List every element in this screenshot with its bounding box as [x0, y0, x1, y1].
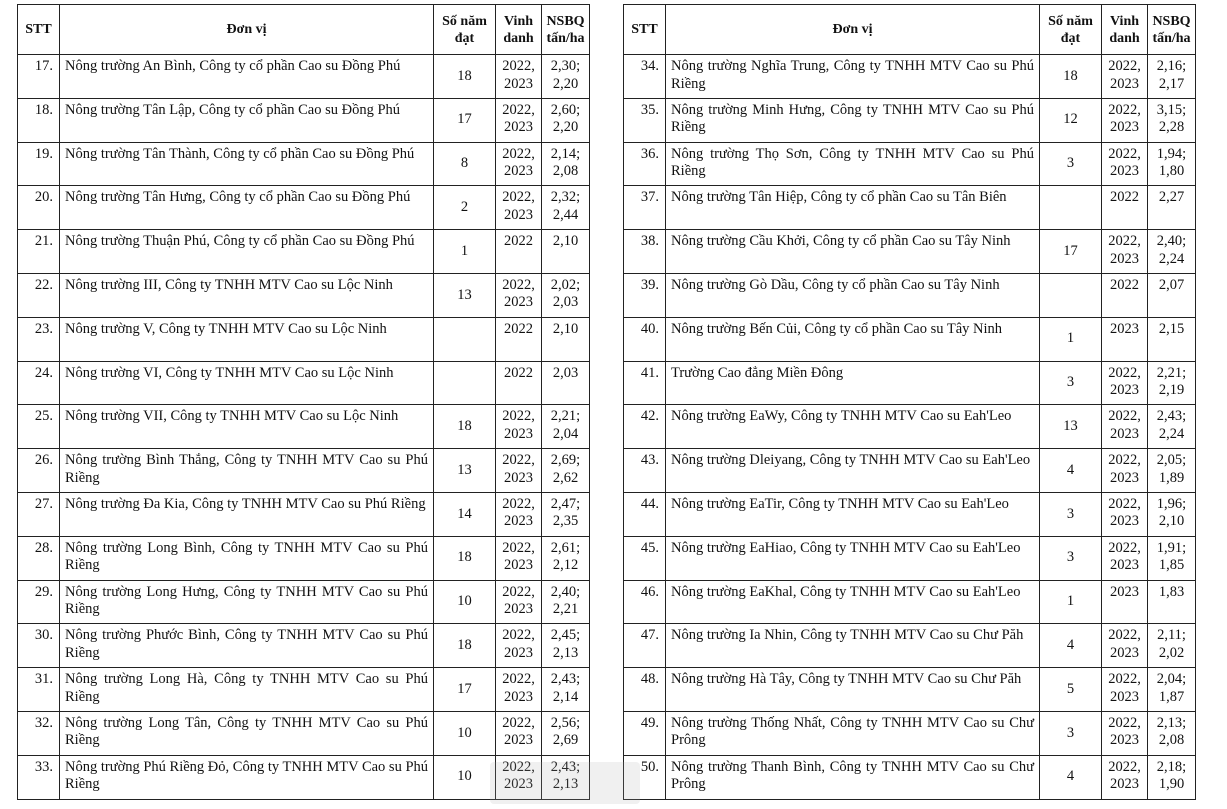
years-achieved: 3	[1040, 361, 1102, 405]
honored-years: 2022	[1102, 186, 1148, 230]
right-table-body	[624, 55, 1196, 800]
header-yield: NSBQ tấn/ha	[1148, 5, 1196, 55]
unit-name: Nông trường Nghĩa Trung, Công ty TNHH MTV Cao su Phú Riềng	[666, 55, 1040, 99]
header-unit: Đơn vị	[666, 5, 1040, 55]
row-number: 26.	[18, 449, 60, 493]
years-achieved: 17	[434, 668, 496, 712]
unit-name: Nông trường Tân Hưng, Công ty cổ phần Cao su Đồng Phú	[60, 186, 434, 230]
honored-years: 2022, 2023	[496, 273, 542, 317]
header-stt: STT	[18, 5, 60, 55]
honored-years: 2022, 2023	[496, 55, 542, 99]
honored-years: 2022, 2023	[496, 711, 542, 755]
honored-years: 2022, 2023	[1102, 711, 1148, 755]
table-row	[624, 492, 1196, 536]
unit-name: Nông trường Dleiyang, Công ty TNHH MTV Cao su Eah'Leo	[666, 449, 1040, 493]
unit-name: Nông trường Gò Dầu, Công ty cổ phần Cao su Tây Ninh	[666, 273, 1040, 317]
average-yield: 2,69; 2,62	[542, 449, 590, 493]
years-achieved: 14	[434, 492, 496, 536]
honored-years: 2022, 2023	[1102, 361, 1148, 405]
header-wins: Vinh danh	[496, 5, 542, 55]
unit-name: Nông trường Cầu Khởi, Công ty cổ phần Cao su Tây Ninh	[666, 230, 1040, 274]
unit-name: Nông trường EaHiao, Công ty TNHH MTV Cao su Eah'Leo	[666, 536, 1040, 580]
table-row	[624, 755, 1196, 799]
years-achieved: 18	[434, 55, 496, 99]
row-number: 22.	[18, 273, 60, 317]
honored-years: 2022, 2023	[496, 755, 542, 799]
average-yield: 2,16; 2,17	[1148, 55, 1196, 99]
row-number: 48.	[624, 668, 666, 712]
row-number: 38.	[624, 230, 666, 274]
average-yield: 2,43; 2,13	[542, 755, 590, 799]
honored-years: 2022	[1102, 273, 1148, 317]
average-yield: 2,04; 1,87	[1148, 668, 1196, 712]
average-yield: 2,07	[1148, 273, 1196, 317]
years-achieved: 18	[434, 624, 496, 668]
years-achieved	[1040, 273, 1102, 317]
row-number: 31.	[18, 668, 60, 712]
row-number: 17.	[18, 55, 60, 99]
table-row	[624, 449, 1196, 493]
unit-name: Nông trường EaTir, Công ty TNHH MTV Cao su Eah'Leo	[666, 492, 1040, 536]
average-yield: 1,94; 1,80	[1148, 142, 1196, 186]
average-yield: 2,13; 2,08	[1148, 711, 1196, 755]
years-achieved: 17	[434, 98, 496, 142]
table-row	[18, 273, 590, 317]
table-row	[18, 142, 590, 186]
header-row	[18, 5, 590, 55]
years-achieved: 4	[1040, 624, 1102, 668]
years-achieved: 3	[1040, 142, 1102, 186]
years-achieved: 5	[1040, 668, 1102, 712]
years-achieved: 1	[434, 230, 496, 274]
average-yield: 2,21; 2,04	[542, 405, 590, 449]
honored-years: 2022, 2023	[496, 142, 542, 186]
header-years: Số năm đạt	[434, 5, 496, 55]
row-number: 23.	[18, 317, 60, 361]
years-achieved: 3	[1040, 536, 1102, 580]
row-number: 37.	[624, 186, 666, 230]
table-row	[18, 755, 590, 799]
row-number: 25.	[18, 405, 60, 449]
unit-name: Nông trường Đa Kia, Công ty TNHH MTV Cao su Phú Riềng	[60, 492, 434, 536]
years-achieved: 2	[434, 186, 496, 230]
left-table-body	[18, 55, 590, 800]
header-row	[624, 5, 1196, 55]
years-achieved: 18	[434, 536, 496, 580]
row-number: 44.	[624, 492, 666, 536]
honored-years: 2022, 2023	[1102, 536, 1148, 580]
unit-name: Trường Cao đẳng Miền Đông	[666, 361, 1040, 405]
average-yield: 2,02; 2,03	[542, 273, 590, 317]
table-row	[624, 273, 1196, 317]
average-yield: 2,30; 2,20	[542, 55, 590, 99]
unit-name: Nông trường Tân Lập, Công ty cổ phần Cao su Đồng Phú	[60, 98, 434, 142]
average-yield: 2,21; 2,19	[1148, 361, 1196, 405]
row-number: 45.	[624, 536, 666, 580]
honored-years: 2022, 2023	[1102, 668, 1148, 712]
row-number: 20.	[18, 186, 60, 230]
average-yield: 2,05; 1,89	[1148, 449, 1196, 493]
honored-years: 2022, 2023	[496, 492, 542, 536]
honored-years: 2022, 2023	[1102, 142, 1148, 186]
unit-name: Nông trường Tân Hiệp, Công ty cổ phần Cao su Tân Biên	[666, 186, 1040, 230]
years-achieved: 18	[1040, 55, 1102, 99]
years-achieved: 8	[434, 142, 496, 186]
years-achieved: 17	[1040, 230, 1102, 274]
row-number: 28.	[18, 536, 60, 580]
average-yield: 2,10	[542, 230, 590, 274]
table-row	[624, 580, 1196, 624]
honored-years: 2022, 2023	[1102, 624, 1148, 668]
table-row	[624, 405, 1196, 449]
years-achieved: 13	[434, 449, 496, 493]
table-row	[624, 317, 1196, 361]
row-number: 33.	[18, 755, 60, 799]
honored-years: 2022, 2023	[1102, 98, 1148, 142]
average-yield: 2,27	[1148, 186, 1196, 230]
honored-years: 2022, 2023	[496, 98, 542, 142]
average-yield: 2,47; 2,35	[542, 492, 590, 536]
unit-name: Nông trường Tân Thành, Công ty cổ phần Cao su Đồng Phú	[60, 142, 434, 186]
honored-years: 2022, 2023	[496, 449, 542, 493]
unit-name: Nông trường Long Tân, Công ty TNHH MTV Cao su Phú Riềng	[60, 711, 434, 755]
years-achieved: 12	[1040, 98, 1102, 142]
row-number: 30.	[18, 624, 60, 668]
table-row	[624, 668, 1196, 712]
average-yield: 2,40; 2,24	[1148, 230, 1196, 274]
row-number: 34.	[624, 55, 666, 99]
left-table	[17, 4, 590, 800]
average-yield: 1,91; 1,85	[1148, 536, 1196, 580]
unit-name: Nông trường Phước Bình, Công ty TNHH MTV Cao su Phú Riềng	[60, 624, 434, 668]
unit-name: Nông trường Thuận Phú, Công ty cổ phần Cao su Đồng Phú	[60, 230, 434, 274]
average-yield: 2,45; 2,13	[542, 624, 590, 668]
table-row	[18, 55, 590, 99]
table-row	[624, 624, 1196, 668]
table-row	[18, 711, 590, 755]
honored-years: 2022, 2023	[1102, 449, 1148, 493]
average-yield: 2,03	[542, 361, 590, 405]
unit-name: Nông trường Bình Thắng, Công ty TNHH MTV Cao su Phú Riềng	[60, 449, 434, 493]
honored-years: 2022, 2023	[496, 580, 542, 624]
honored-years: 2023	[1102, 317, 1148, 361]
table-row	[624, 711, 1196, 755]
table-row	[624, 361, 1196, 405]
honored-years: 2022, 2023	[496, 186, 542, 230]
years-achieved: 13	[434, 273, 496, 317]
table-row	[18, 536, 590, 580]
average-yield: 2,10	[542, 317, 590, 361]
unit-name: Nông trường Thọ Sơn, Công ty TNHH MTV Cao su Phú Riềng	[666, 142, 1040, 186]
honored-years: 2022	[496, 361, 542, 405]
table-row	[18, 405, 590, 449]
table-row	[18, 624, 590, 668]
row-number: 18.	[18, 98, 60, 142]
row-number: 21.	[18, 230, 60, 274]
honored-years: 2022	[496, 317, 542, 361]
header-stt: STT	[624, 5, 666, 55]
row-number: 41.	[624, 361, 666, 405]
average-yield: 2,18; 1,90	[1148, 755, 1196, 799]
honored-years: 2022, 2023	[496, 624, 542, 668]
row-number: 24.	[18, 361, 60, 405]
honored-years: 2022, 2023	[1102, 55, 1148, 99]
table-row	[18, 668, 590, 712]
table-row	[624, 98, 1196, 142]
unit-name: Nông trường An Bình, Công ty cổ phần Cao su Đồng Phú	[60, 55, 434, 99]
average-yield: 2,43; 2,14	[542, 668, 590, 712]
unit-name: Nông trường Thống Nhất, Công ty TNHH MTV Cao su Chư Prông	[666, 711, 1040, 755]
row-number: 27.	[18, 492, 60, 536]
table-row	[624, 142, 1196, 186]
table-row	[624, 55, 1196, 99]
average-yield: 1,83	[1148, 580, 1196, 624]
unit-name: Nông trường VII, Công ty TNHH MTV Cao su Lộc Ninh	[60, 405, 434, 449]
honored-years: 2022, 2023	[1102, 755, 1148, 799]
average-yield: 2,11; 2,02	[1148, 624, 1196, 668]
row-number: 47.	[624, 624, 666, 668]
honored-years: 2022, 2023	[496, 405, 542, 449]
honored-years: 2022, 2023	[1102, 230, 1148, 274]
unit-name: Nông trường Minh Hưng, Công ty TNHH MTV Cao su Phú Riềng	[666, 98, 1040, 142]
unit-name: Nông trường Thanh Bình, Công ty TNHH MTV Cao su Chư Prông	[666, 755, 1040, 799]
unit-name: Nông trường EaKhal, Công ty TNHH MTV Cao su Eah'Leo	[666, 580, 1040, 624]
average-yield: 2,15	[1148, 317, 1196, 361]
average-yield: 2,14; 2,08	[542, 142, 590, 186]
row-number: 36.	[624, 142, 666, 186]
table-row	[18, 361, 590, 405]
average-yield: 3,15; 2,28	[1148, 98, 1196, 142]
row-number: 49.	[624, 711, 666, 755]
table-row	[18, 230, 590, 274]
unit-name: Nông trường EaWy, Công ty TNHH MTV Cao su Eah'Leo	[666, 405, 1040, 449]
unit-name: Nông trường VI, Công ty TNHH MTV Cao su Lộc Ninh	[60, 361, 434, 405]
row-number: 39.	[624, 273, 666, 317]
unit-name: Nông trường Phú Riềng Đỏ, Công ty TNHH MTV Cao su Phú Riềng	[60, 755, 434, 799]
unit-name: Nông trường Long Hưng, Công ty TNHH MTV Cao su Phú Riềng	[60, 580, 434, 624]
unit-name: Nông trường Hà Tây, Công ty TNHH MTV Cao su Chư Păh	[666, 668, 1040, 712]
years-achieved	[434, 317, 496, 361]
years-achieved: 13	[1040, 405, 1102, 449]
years-achieved	[1040, 186, 1102, 230]
average-yield: 2,43; 2,24	[1148, 405, 1196, 449]
header-wins: Vinh danh	[1102, 5, 1148, 55]
table-row	[18, 449, 590, 493]
average-yield: 2,61; 2,12	[542, 536, 590, 580]
years-achieved: 3	[1040, 711, 1102, 755]
header-unit: Đơn vị	[60, 5, 434, 55]
years-achieved: 10	[434, 580, 496, 624]
row-number: 29.	[18, 580, 60, 624]
right-table	[623, 4, 1196, 800]
table-row	[18, 186, 590, 230]
table-row	[18, 98, 590, 142]
unit-name: Nông trường Long Bình, Công ty TNHH MTV Cao su Phú Riềng	[60, 536, 434, 580]
unit-name: Nông trường V, Công ty TNHH MTV Cao su Lộc Ninh	[60, 317, 434, 361]
honored-years: 2022, 2023	[496, 536, 542, 580]
table-row	[18, 580, 590, 624]
row-number: 35.	[624, 98, 666, 142]
row-number: 19.	[18, 142, 60, 186]
row-number: 32.	[18, 711, 60, 755]
table-row	[18, 492, 590, 536]
table-row	[624, 186, 1196, 230]
honored-years: 2022, 2023	[1102, 492, 1148, 536]
years-achieved: 1	[1040, 580, 1102, 624]
average-yield: 1,96; 2,10	[1148, 492, 1196, 536]
unit-name: Nông trường Bến Củi, Công ty cổ phần Cao su Tây Ninh	[666, 317, 1040, 361]
years-achieved: 18	[434, 405, 496, 449]
years-achieved: 4	[1040, 755, 1102, 799]
unit-name: Nông trường Ia Nhin, Công ty TNHH MTV Cao su Chư Păh	[666, 624, 1040, 668]
years-achieved: 10	[434, 711, 496, 755]
header-years: Số năm đạt	[1040, 5, 1102, 55]
honored-years: 2023	[1102, 580, 1148, 624]
table-row	[624, 536, 1196, 580]
row-number: 46.	[624, 580, 666, 624]
row-number: 43.	[624, 449, 666, 493]
years-achieved: 3	[1040, 492, 1102, 536]
average-yield: 2,32; 2,44	[542, 186, 590, 230]
table-row	[624, 230, 1196, 274]
row-number: 42.	[624, 405, 666, 449]
honored-years: 2022, 2023	[496, 668, 542, 712]
header-yield: NSBQ tấn/ha	[542, 5, 590, 55]
years-achieved: 4	[1040, 449, 1102, 493]
years-achieved: 10	[434, 755, 496, 799]
years-achieved	[434, 361, 496, 405]
unit-name: Nông trường Long Hà, Công ty TNHH MTV Cao su Phú Riềng	[60, 668, 434, 712]
honored-years: 2022	[496, 230, 542, 274]
row-number: 40.	[624, 317, 666, 361]
unit-name: Nông trường III, Công ty TNHH MTV Cao su Lộc Ninh	[60, 273, 434, 317]
average-yield: 2,40; 2,21	[542, 580, 590, 624]
average-yield: 2,56; 2,69	[542, 711, 590, 755]
honored-years: 2022, 2023	[1102, 405, 1148, 449]
row-number: 50.	[624, 755, 666, 799]
average-yield: 2,60; 2,20	[542, 98, 590, 142]
years-achieved: 1	[1040, 317, 1102, 361]
table-row	[18, 317, 590, 361]
